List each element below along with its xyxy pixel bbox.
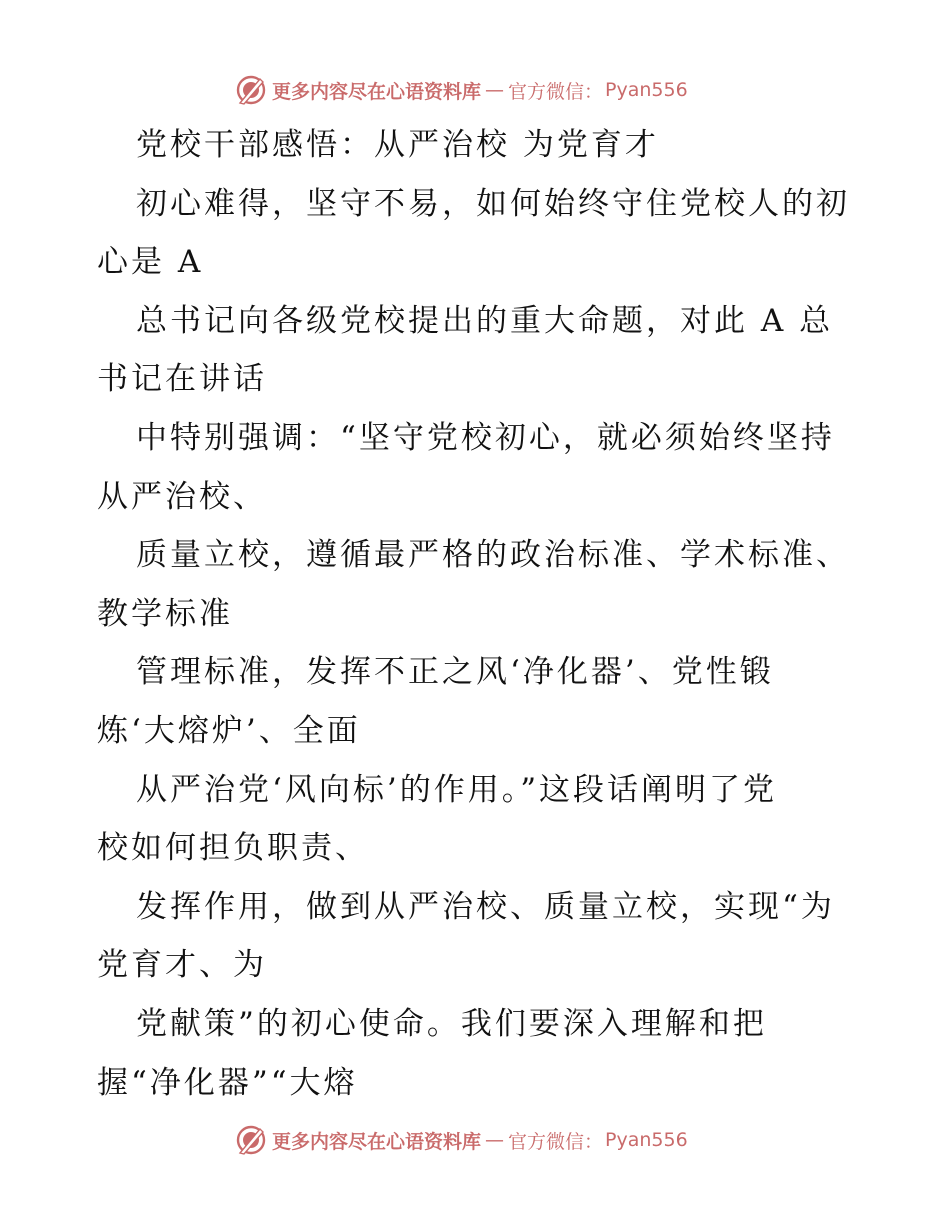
paragraph-line: 质量立校，遵循最严格的政治标准、学术标准、 — [136, 537, 850, 574]
paragraph-line: 从严治党‘风向标’的作用。”这段话阐明了党 — [136, 771, 778, 808]
header-watermark — [234, 72, 688, 108]
paragraph-line: 握“净化器”“大熔 — [97, 1064, 358, 1101]
paragraph-line: 心是 A — [97, 244, 204, 281]
document-title: 党校干部感悟：从严治校 为党育才 — [136, 127, 659, 163]
watermark-id: Pyan556 — [605, 79, 688, 101]
paragraph-line: 中特别强调：“坚守党校初心，就必须始终坚持 — [136, 419, 835, 456]
watermark-label: 官方微信： — [508, 80, 604, 103]
document-body — [97, 116, 857, 1112]
paragraph-line: 教学标准 — [97, 595, 233, 632]
paragraph-line: 初心难得，坚守不易，如何始终守住党校人的初 — [136, 185, 850, 222]
paragraph-line: 书记在讲话 — [97, 361, 267, 398]
watermark-separator: — — [485, 79, 505, 101]
watermark-separator: — — [485, 1129, 505, 1151]
paragraph-line: 党献策”的初心使命。我们要深入理解和把 — [136, 1005, 767, 1042]
watermark-label: 官方微信： — [508, 1130, 604, 1153]
paragraph-line: 从严治校、 — [97, 478, 267, 515]
paragraph-line: 炼‘大熔炉’、全面 — [97, 712, 361, 749]
paragraph-line: 总书记向各级党校提出的重大命题，对此 A 总 — [136, 302, 834, 339]
quill-seal-icon — [234, 1123, 268, 1157]
watermark-text: 更多内容尽在心语资料库 — [272, 80, 482, 103]
footer-watermark — [234, 1122, 688, 1158]
watermark-text: 更多内容尽在心语资料库 — [272, 1130, 482, 1153]
paragraph-line: 校如何担负职责、 — [97, 830, 369, 867]
paragraph-line: 发挥作用，做到从严治校、质量立校，实现“为 — [136, 888, 835, 925]
quill-seal-icon — [234, 73, 268, 107]
paragraph-line: 管理标准，发挥不正之风‘净化器’、党性锻 — [136, 654, 774, 691]
paragraph-line: 党育才、为 — [97, 947, 267, 984]
watermark-id: Pyan556 — [605, 1129, 688, 1151]
